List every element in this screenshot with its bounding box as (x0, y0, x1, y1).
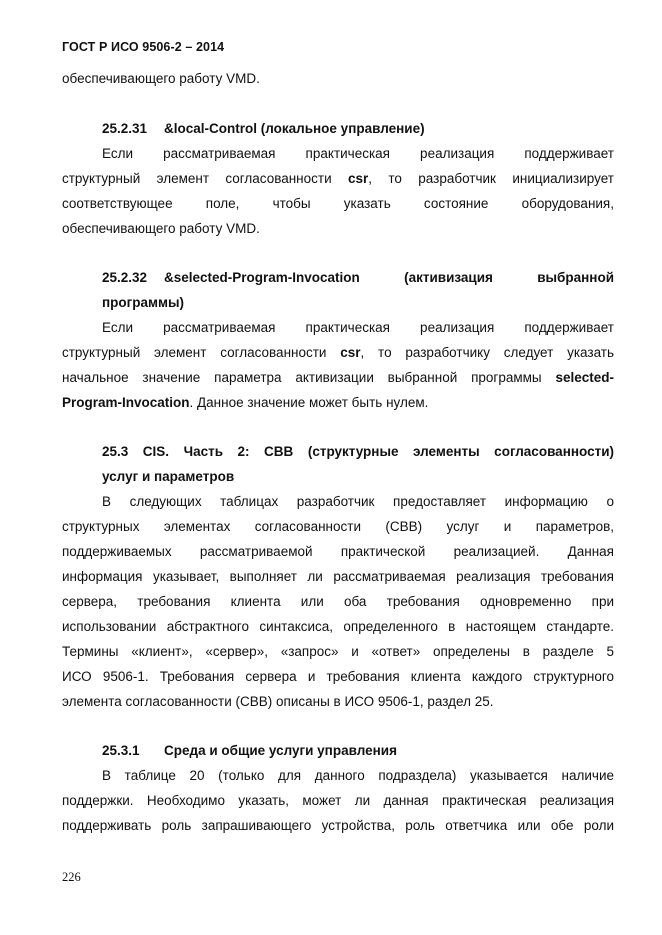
text-line: ИСО 9506-1. Требования сервера и требования клиента каждого структурного (62, 669, 614, 684)
term-selected: selected- (555, 370, 614, 385)
text-line: Если рассматриваемая практическая реализация поддерживает (102, 146, 614, 161)
text-line: поддерживать роль запрашивающего устройства, роль ответчика или обе роли (62, 818, 614, 833)
text-line: В следующих таблицах разработчик предоставляет информацию о (102, 494, 614, 509)
text-line: информация указывает, выполняет ли рассматриваемая реализация требования (62, 569, 614, 584)
text-line: поддерживаемых рассматриваемой практической реализацией. Данная (62, 544, 614, 559)
page-number: 226 (62, 870, 81, 884)
paragraph-continuation (62, 66, 614, 91)
section-25-3 (62, 439, 614, 714)
section-heading-cont: услуг и параметров (102, 469, 235, 484)
section-heading-cont: программы) (102, 295, 185, 310)
document-header: ГОСТ Р ИСО 9506-2 – 2014 (62, 40, 225, 54)
section-title: Среда и общие услуги управления (164, 743, 397, 758)
section-heading (62, 738, 614, 763)
section-number: 25.3.1 (102, 743, 140, 758)
term-csr: csr (340, 345, 361, 360)
section-25-2-31 (62, 116, 614, 241)
term-csr: csr (347, 171, 369, 186)
text-line: сервера, требования клиента или оба требования одновременно при (62, 594, 614, 609)
text-line: Program-Invocation. Данное значение может быть нулем. (62, 395, 429, 410)
text-line: Если рассматриваемая практическая реализация поддерживает (102, 320, 614, 335)
section-title: &selected-Program-Invocation (активизация выбранной (164, 270, 614, 285)
text-line: элемента согласованности (CBB) описаны в ИСО 9506-1, раздел 25. (62, 694, 494, 709)
text-line: обеспечивающего работу VMD. (62, 221, 260, 236)
text-line: поддержки. Необходимо указать, может ли данная практическая реализация (62, 793, 614, 808)
section-number: 25.2.31 (102, 121, 148, 136)
section-heading (62, 116, 614, 141)
text-line: Термины «клиент», «сервер», «запрос» и «ответ» определены в разделе 5 (62, 644, 614, 659)
text-line: структурный элемент согласованности csr, то разработчик инициализирует (62, 171, 614, 186)
text-line: структурный элемент согласованности csr, то разработчику следует указать (62, 345, 615, 360)
section-heading (62, 265, 614, 290)
section-heading: 25.3 CIS. Часть 2: CBB (структурные элементы согласованности) (102, 444, 614, 459)
text-line: использовании абстрактного синтаксиса, определенного в настоящем стандарте. (62, 619, 614, 634)
section-number: 25.2.32 (102, 270, 148, 285)
text-line: обеспечивающего работу VMD. (62, 71, 260, 86)
section-25-2-32 (62, 265, 614, 415)
text-line: структурных элементах согласованности (CBB) услуг и параметров, (62, 519, 614, 534)
text-line: начальное значение параметра активизации выбранной программы selected- (62, 370, 614, 385)
text-line: В таблице 20 (только для данного подраздела) указывается наличие (102, 768, 614, 783)
section-title: &local-Control (локальное управление) (164, 121, 425, 136)
text-line: соответствующее поле, чтобы указать состояние оборудования, (62, 196, 614, 211)
term-program-invocation: Program-Invocation (62, 395, 190, 410)
section-25-3-1 (62, 738, 614, 838)
